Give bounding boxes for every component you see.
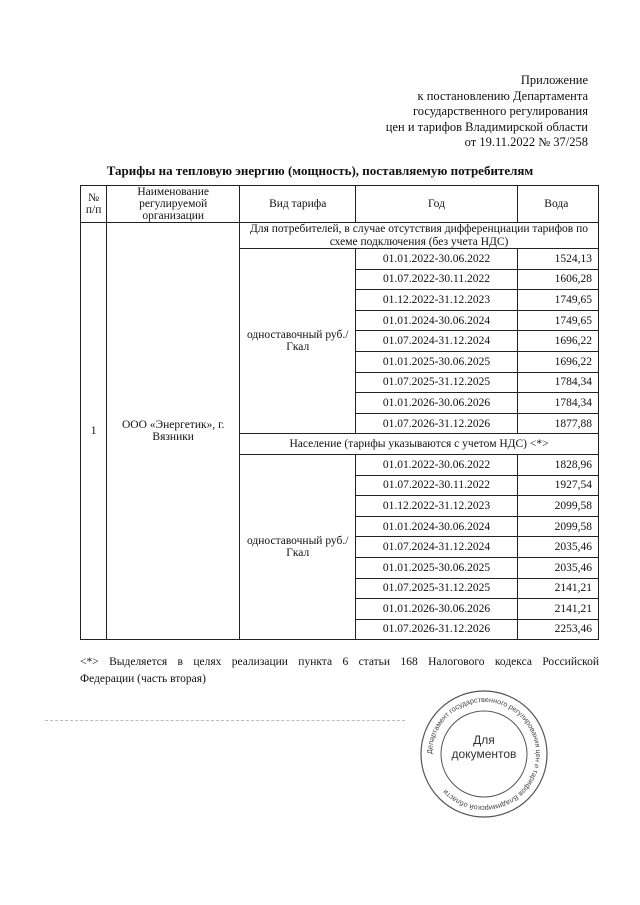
tariff-value-cell: 1877,88 [517,413,598,434]
section-header-row [81,223,599,249]
period-cell: 01.12.2022-31.12.2023 [356,290,517,311]
appendix-line: государственного регулирования [412,104,588,118]
tariff-value-cell: 1927,54 [517,475,598,496]
footnote [80,654,599,688]
tariff-type: одноставочный руб./Гкал [240,454,356,639]
row-number: 1 [81,223,107,640]
tariff-value-cell: 2141,21 [517,599,598,620]
period-cell: 01.01.2025-30.06.2025 [356,351,517,372]
section-title: Для потребителей, в случае отсутствия дифференциации тарифов по схеме подключения (без учета НДС) [240,223,599,249]
organization-name: ООО «Энергетик», г. Вязники [107,223,240,640]
header-organization: Наименование регулируемой организации [107,186,240,223]
period-cell: 01.07.2022-30.11.2022 [356,475,517,496]
period-cell: 01.07.2025-31.12.2025 [356,372,517,393]
tariff-value-cell: 1828,96 [517,454,598,475]
tariff-value-cell: 2253,46 [517,619,598,640]
period-cell: 01.12.2022-31.12.2023 [356,496,517,517]
appendix-line: от 19.11.2022 № 37/258 [464,135,588,149]
stamp-inner-line: документов [451,747,517,761]
appendix-line: цен и тарифов Владимирской области [385,119,588,134]
appendix-line: к постановлению Департамента [417,88,588,103]
period-cell: 01.01.2026-30.06.2026 [356,393,517,414]
stamp-outer-text: Департамент государственного регулирования цен и тарифов Владимирской области [424,694,544,814]
appendix-line: Приложение [520,73,588,87]
tariff-table [80,185,599,640]
tariff-value-cell: 1696,22 [517,351,598,372]
tariff-value-cell: 1524,13 [517,249,598,270]
period-cell: 01.01.2025-30.06.2025 [356,557,517,578]
tariff-value-cell: 1749,65 [517,290,598,311]
dashed-rule [45,720,405,721]
stamp-inner-line: Для [473,733,495,747]
footnote-line-2: Федерации (часть вторая) [80,673,206,685]
period-cell: 01.07.2024-31.12.2024 [356,537,517,558]
footnote-line-1: <*> Выделяется в целях реализации пункта 6 статьи 168 Налогового кодекса Российской [80,656,599,668]
tariff-value-cell: 2035,46 [517,537,598,558]
period-cell: 01.01.2022-30.06.2022 [356,249,517,270]
period-cell: 01.01.2024-30.06.2024 [356,516,517,537]
period-cell: 01.07.2024-31.12.2024 [356,331,517,352]
period-cell: 01.07.2026-31.12.2026 [356,619,517,640]
tariff-value-cell: 2035,46 [517,557,598,578]
tariff-value-cell: 2099,58 [517,496,598,517]
period-cell: 01.07.2026-31.12.2026 [356,413,517,434]
table-header-row [81,186,599,223]
stamp-inner-text [440,733,528,761]
tariff-value-cell: 1696,22 [517,331,598,352]
document-title: Тарифы на тепловую энергию (мощность), поставляемую потребителям [106,163,534,178]
period-cell: 01.07.2022-30.11.2022 [356,269,517,290]
tariff-value-cell: 1784,34 [517,393,598,414]
tariff-value-cell: 1749,65 [517,310,598,331]
period-cell: 01.01.2024-30.06.2024 [356,310,517,331]
tariff-value-cell: 1606,28 [517,269,598,290]
section-title: Население (тарифы указываются с учетом НДС) <*> [240,434,599,455]
tariff-value-cell: 1784,34 [517,372,598,393]
tariff-value-cell: 2099,58 [517,516,598,537]
period-cell: 01.01.2022-30.06.2022 [356,454,517,475]
tariff-type: одноставочный руб./Гкал [240,249,356,434]
period-cell: 01.07.2025-31.12.2025 [356,578,517,599]
period-cell: 01.01.2026-30.06.2026 [356,599,517,620]
header-year: Год [356,186,517,223]
tariff-value-cell: 2141,21 [517,578,598,599]
header-num: № п/п [81,186,107,223]
header-water: Вода [517,186,598,223]
header-tariff-type: Вид тарифа [240,186,356,223]
appendix-block [386,73,588,151]
